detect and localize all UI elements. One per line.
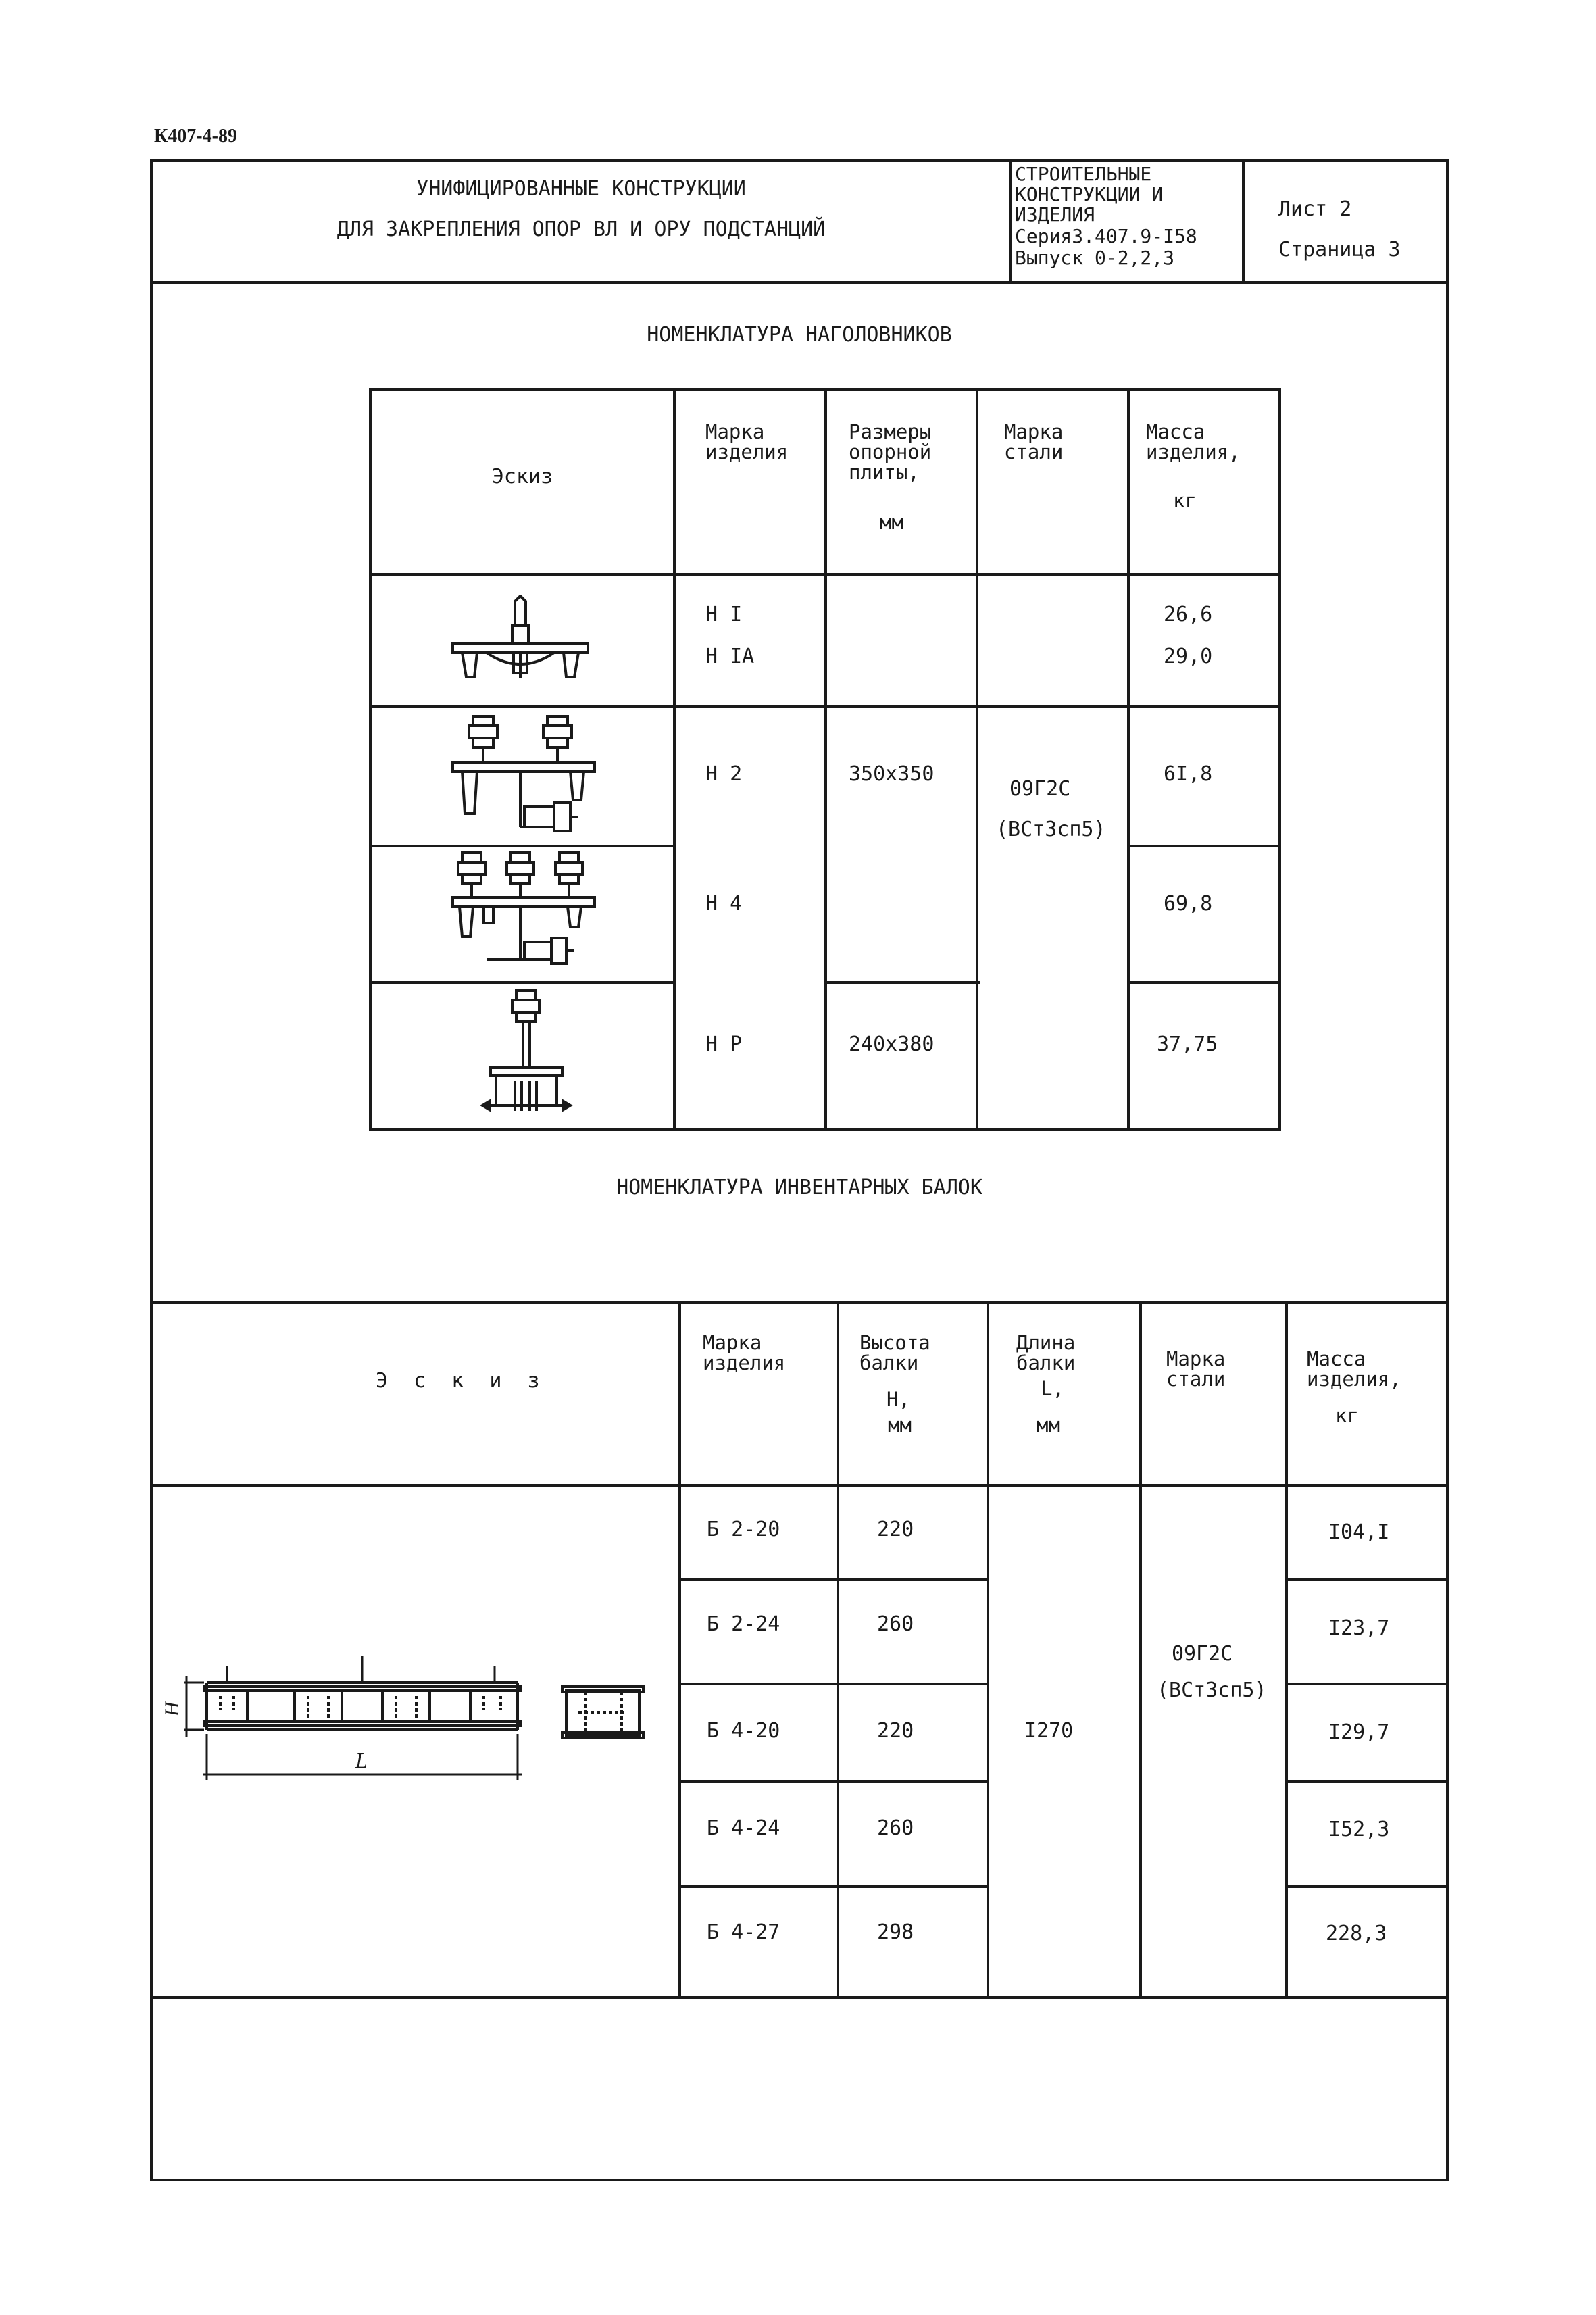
table1-title: НОМЕНКЛАТУРА НАГОЛОВНИКОВ — [647, 323, 952, 347]
t2-header-mass: Масса изделия, — [1307, 1347, 1401, 1391]
t2-header-length: Длина балки — [1016, 1331, 1076, 1374]
t2-steel-grade: 09Г2С — [1172, 1642, 1233, 1666]
t2-row-mark: Б 2-24 — [707, 1612, 780, 1636]
headpiece-h2-icon — [446, 712, 601, 841]
t1-header-size-unit: мм — [880, 511, 903, 534]
t1-row-mark: Н 2 — [705, 762, 743, 786]
t2-row-mass: 228,3 — [1326, 1922, 1387, 1945]
t2-row-height: 260 — [877, 1612, 914, 1636]
t2-header-length-unit: мм — [1037, 1414, 1060, 1437]
page-number: Страница 3 — [1278, 238, 1401, 262]
t1-steel-grade-alt: (ВСт3сп5) — [996, 818, 1106, 841]
document-code: К407-4-89 — [154, 126, 237, 147]
t2-row-height: 260 — [877, 1816, 914, 1840]
headpiece-h1-icon — [446, 595, 595, 703]
t2-header-height: Высота балки — [859, 1331, 930, 1374]
t1-row-mark: Н 4 — [705, 892, 743, 916]
t2-header-mass-unit: кг — [1335, 1404, 1359, 1427]
t2-beam-length: I270 — [1024, 1719, 1074, 1743]
table2-title: НОМЕНКЛАТУРА ИНВЕНТАРНЫХ БАЛОК — [616, 1176, 982, 1199]
title-block-divider — [150, 281, 1449, 284]
t2-header-mark: Марка изделия — [703, 1331, 786, 1374]
t1-row-mass: 26,6 — [1164, 603, 1213, 626]
t1-row-mark: Н IA — [705, 645, 755, 668]
title-block-vdivider-1 — [1009, 159, 1012, 282]
headpiece-hp-icon — [476, 987, 577, 1122]
t1-row-mass: 29,0 — [1164, 645, 1213, 668]
t2-row-mark: Б 2-20 — [707, 1518, 780, 1541]
title-line-2: ДЛЯ ЗАКРЕПЛЕНИЯ ОПОР ВЛ И ОРУ ПОДСТАНЦИЙ — [336, 218, 826, 241]
t2-header-sketch: Э с к и з — [376, 1369, 547, 1393]
beam-length-label: L — [355, 1748, 368, 1772]
t2-row-mark: Б 4-24 — [707, 1816, 780, 1840]
t1-header-mass: Масса изделия, — [1146, 420, 1241, 464]
t2-row-height: 220 — [877, 1719, 914, 1743]
t1-header-size: Размеры опорной плиты, — [849, 420, 932, 484]
title-block-vdivider-2 — [1242, 159, 1245, 282]
t2-header-steel: Марка стали — [1166, 1347, 1226, 1391]
series-line-1: СТРОИТЕЛЬНЫЕ — [1015, 163, 1152, 185]
t1-header-sketch: Эскиз — [491, 465, 553, 489]
sheet-number: Лист 2 — [1278, 197, 1352, 221]
t1-row-mass: 69,8 — [1164, 892, 1213, 916]
page-frame — [150, 159, 1449, 2181]
t1-row-mass: 6I,8 — [1164, 762, 1213, 786]
t2-header-height-sym: Н, — [887, 1388, 910, 1411]
inventory-beam-icon — [159, 1635, 659, 1791]
t2-row-height: 220 — [877, 1518, 914, 1541]
t2-row-mass: I04,I — [1328, 1520, 1390, 1544]
t2-header-height-unit: мм — [888, 1414, 912, 1437]
t2-header-length-sym: L, — [1041, 1377, 1064, 1400]
series-line-2: КОНСТРУКЦИИ И — [1015, 183, 1164, 205]
t2-steel-grade-alt: (ВСт3сп5) — [1157, 1678, 1267, 1702]
t1-header-steel: Марка стали — [1004, 420, 1064, 464]
beam-height-label: H — [161, 1701, 183, 1716]
t2-row-mass: I29,7 — [1328, 1720, 1390, 1744]
series-line-3: ИЗДЕЛИЯ — [1015, 203, 1095, 226]
t2-row-mass: I23,7 — [1328, 1616, 1390, 1640]
title-line-1: УНИФИЦИРОВАННЫЕ КОНСТРУКЦИИ — [416, 177, 746, 201]
t2-row-mass: I52,3 — [1328, 1818, 1390, 1841]
t2-row-height: 298 — [877, 1920, 914, 1944]
t1-row-mark: Н I — [705, 603, 743, 626]
t1-plate-size-hp: 240х380 — [849, 1032, 934, 1056]
t1-header-mass-unit: кг — [1173, 489, 1197, 512]
headpiece-h4-icon — [446, 849, 601, 977]
t1-steel-grade: 09Г2С — [1009, 777, 1071, 801]
series-line-5: Выпуск 0-2,2,3 — [1015, 247, 1175, 269]
t1-plate-size-main: 350х350 — [849, 762, 934, 786]
t1-row-mass: 37,75 — [1157, 1032, 1218, 1056]
t2-row-mark: Б 4-20 — [707, 1719, 780, 1743]
t1-row-mark: Н Р — [705, 1032, 743, 1056]
series-line-4: Серия3.407.9-I58 — [1015, 225, 1197, 247]
t2-row-mark: Б 4-27 — [707, 1920, 780, 1944]
t1-header-mark: Марка изделия — [705, 420, 789, 464]
